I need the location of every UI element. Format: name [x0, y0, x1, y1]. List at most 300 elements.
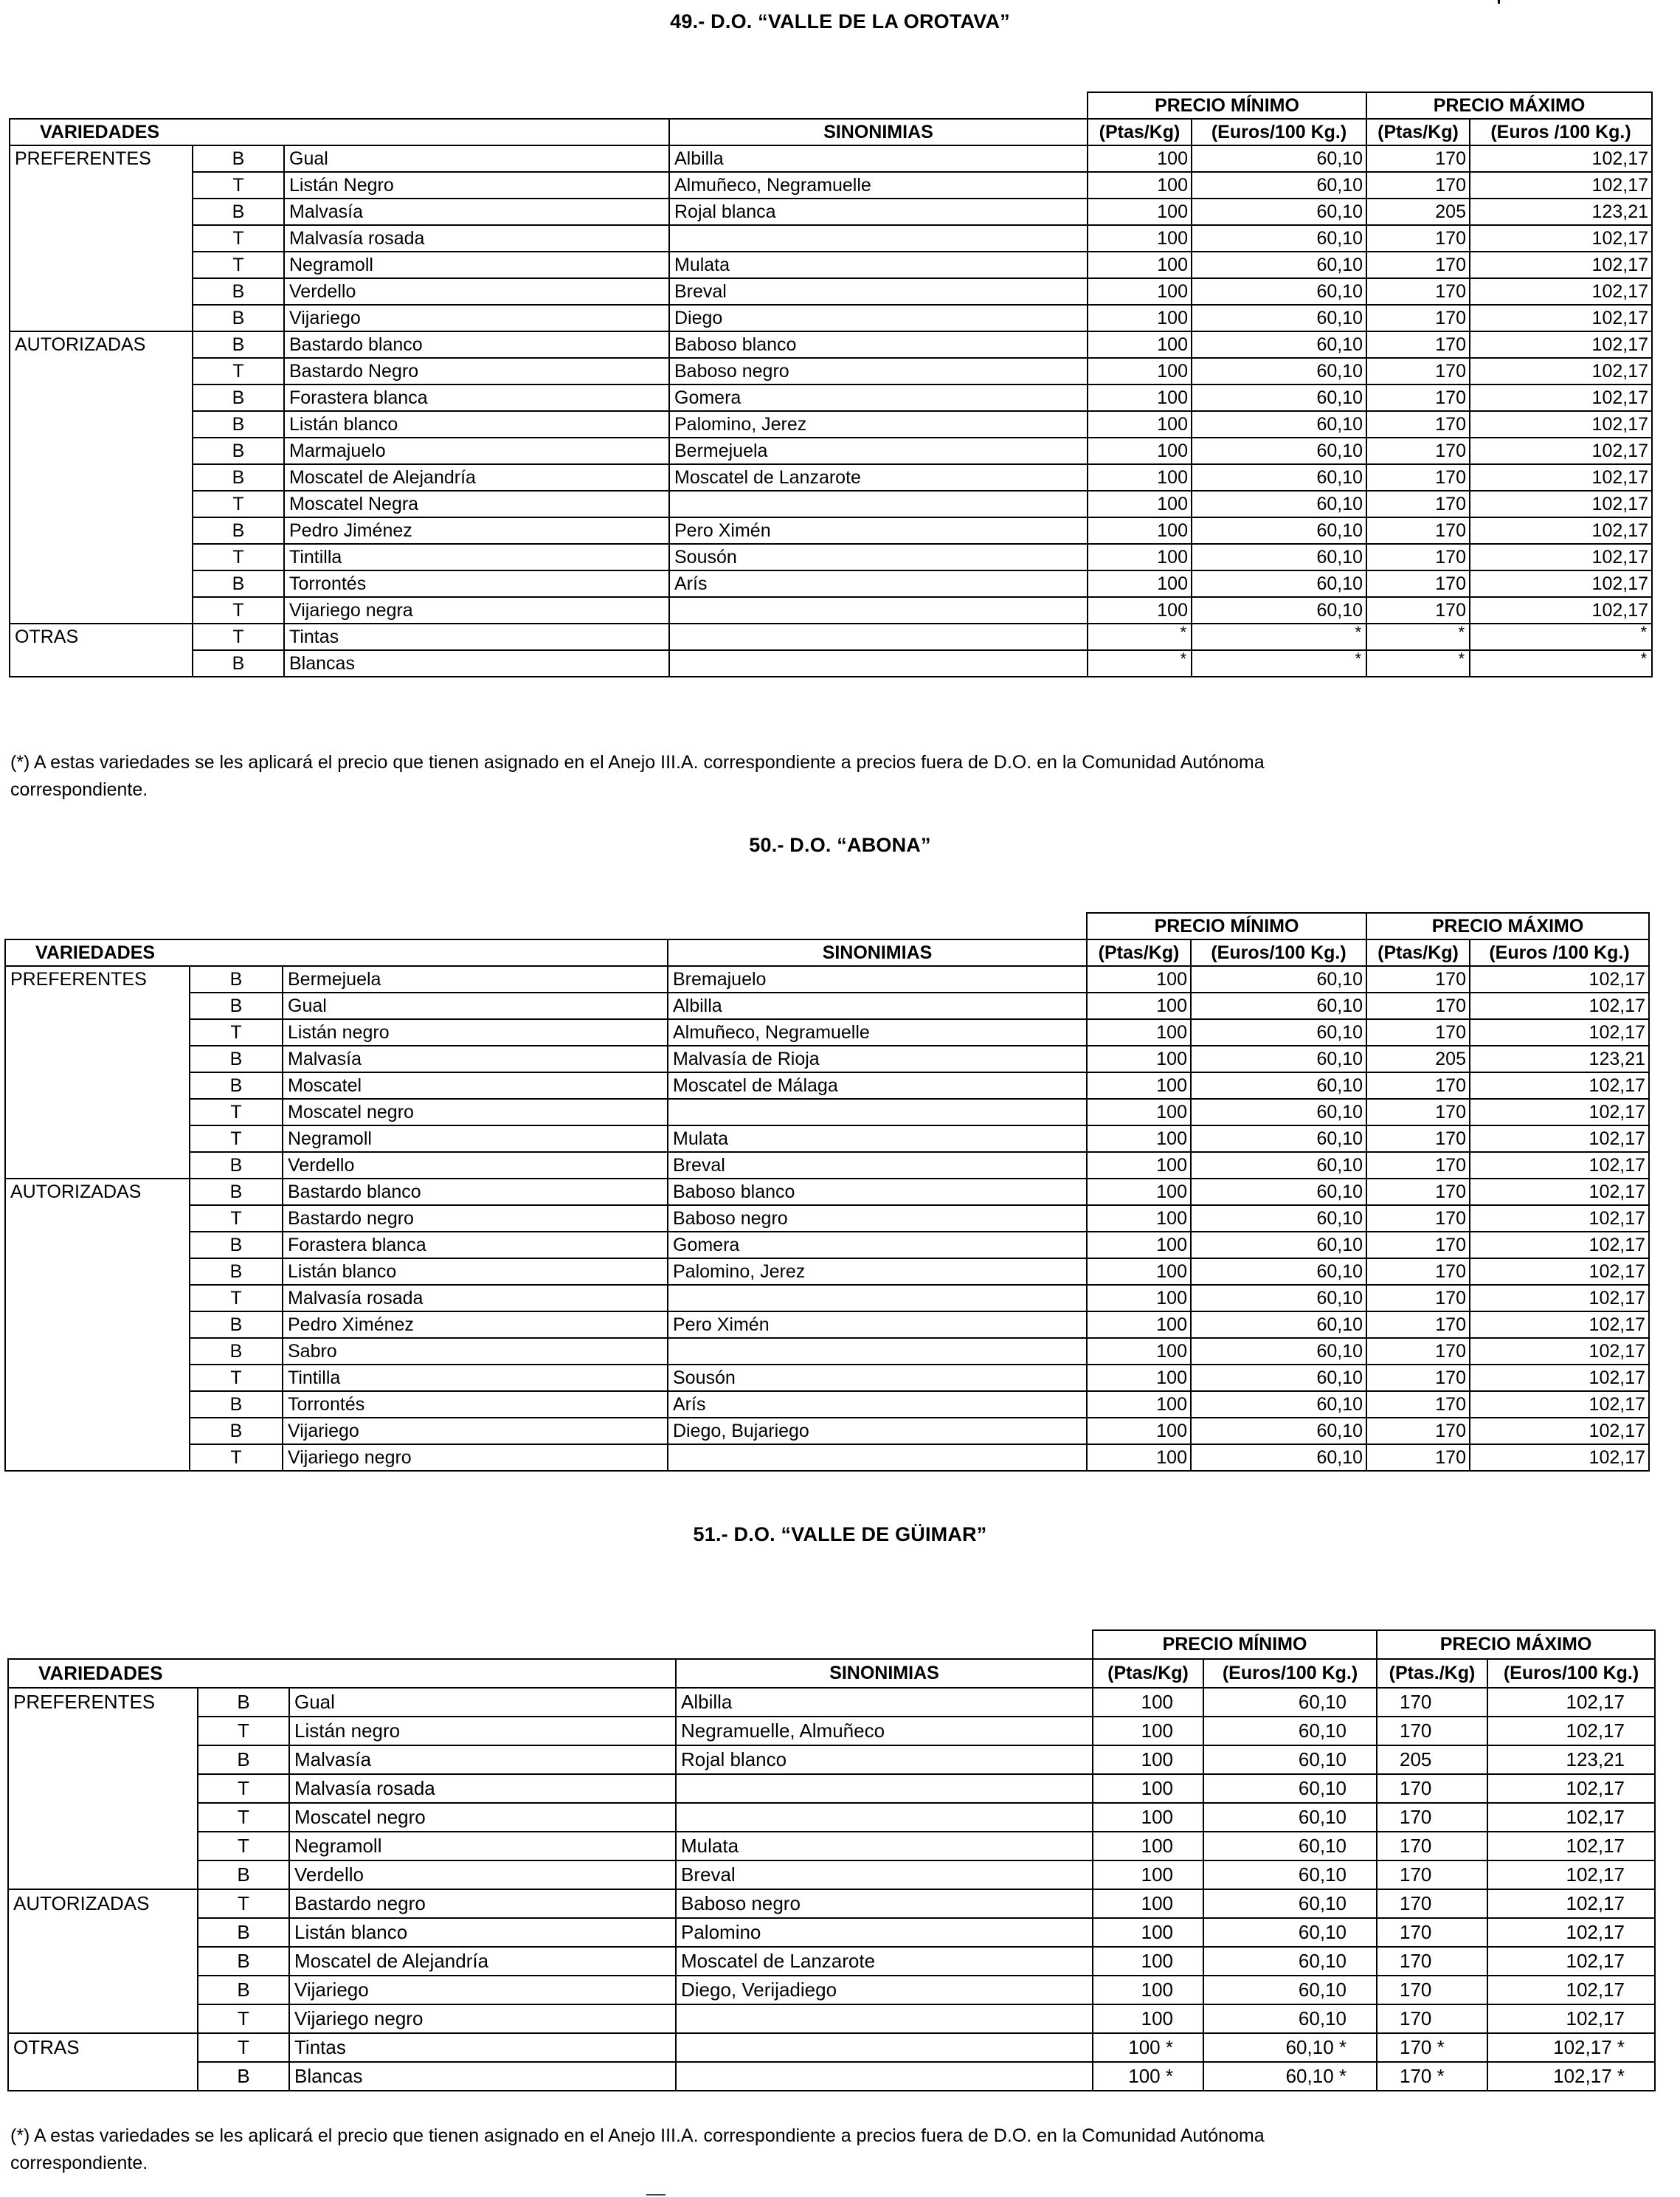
max-euros-cell: *: [1470, 650, 1652, 677]
variety-cell: Tintas: [284, 624, 669, 650]
variety-cell: Listán blanco: [289, 1918, 676, 1947]
header-row-price-groups: [8, 1630, 1655, 1659]
table-row: [10, 517, 1652, 544]
synonym-cell: Albilla: [669, 145, 1088, 172]
max-ptas-cell: 170: [1366, 145, 1470, 172]
max-ptas-cell: 170: [1377, 1947, 1487, 1976]
color-code-cell: T: [190, 1444, 283, 1471]
min-euros-cell: 60,10: [1192, 491, 1366, 517]
max-euros-cell: 102,17 *: [1487, 2062, 1655, 2091]
min-euros-cell: *: [1192, 624, 1366, 650]
synonym-cell: Arís: [668, 1391, 1087, 1418]
synonym-cell: [676, 2062, 1093, 2091]
max-euros-cell: 102,17: [1470, 544, 1652, 570]
header-row-price-groups: [10, 92, 1652, 119]
synonym-cell: Baboso blanco: [668, 1179, 1087, 1205]
header-max-euros: (Euros/100 Kg.): [1487, 1659, 1655, 1688]
max-euros-cell: 102,17: [1470, 1365, 1649, 1391]
min-euros-cell: 60,10: [1192, 438, 1366, 464]
min-euros-cell: 60,10: [1192, 411, 1366, 438]
synonym-cell: Pero Ximén: [668, 1311, 1087, 1338]
max-euros-cell: 102,17: [1487, 1918, 1655, 1947]
table-row: [10, 597, 1652, 624]
synonym-cell: Gomera: [669, 384, 1088, 411]
max-euros-cell: 102,17: [1470, 411, 1652, 438]
min-euros-cell: 60,10: [1191, 1152, 1366, 1179]
min-ptas-cell: 100: [1093, 1688, 1203, 1717]
min-ptas-cell: 100: [1088, 544, 1192, 570]
min-euros-cell: 60,10: [1192, 358, 1366, 384]
header-precio-minimo: PRECIO MÍNIMO: [1093, 1630, 1377, 1659]
min-euros-cell: 60,10: [1203, 1803, 1377, 1832]
max-ptas-cell: 170: [1366, 1418, 1470, 1444]
table-row: [10, 624, 1652, 650]
variety-cell: Bastardo Negro: [284, 358, 669, 384]
max-euros-cell: 102,17: [1470, 1179, 1649, 1205]
table-row: [5, 1365, 1649, 1391]
synonym-cell: Rojal blanco: [676, 1745, 1093, 1774]
min-ptas-cell: 100: [1088, 305, 1192, 331]
header-min-euros: (Euros/100 Kg.): [1192, 119, 1366, 145]
category-cell: PREFERENTES: [8, 1688, 198, 1889]
color-code-cell: B: [190, 966, 283, 993]
min-ptas-cell: 100: [1093, 1745, 1203, 1774]
variety-cell: Tintilla: [284, 544, 669, 570]
min-ptas-cell: 100: [1088, 172, 1192, 199]
max-ptas-cell: 170: [1377, 1717, 1487, 1745]
max-ptas-cell: 170: [1366, 570, 1470, 597]
min-ptas-cell: 100: [1087, 1205, 1191, 1232]
synonym-cell: [676, 1803, 1093, 1832]
variety-cell: Vijariego: [284, 305, 669, 331]
max-euros-cell: 102,17: [1470, 278, 1652, 305]
max-ptas-cell: 170: [1366, 1232, 1470, 1258]
color-code-cell: B: [193, 464, 284, 491]
footnote-line-1: (*) A estas variedades se les aplicará el precio que tienen asignado en el Anejo III.A. correspondiente a precios fuera de D.O. en la Comunidad Autónoma: [10, 2125, 1265, 2146]
max-euros-cell: 102,17: [1470, 1232, 1649, 1258]
table-row: [8, 1717, 1655, 1745]
variety-cell: Moscatel negro: [283, 1099, 668, 1125]
color-code-cell: B: [193, 411, 284, 438]
color-code-cell: T: [198, 1774, 289, 1803]
max-euros-cell: 102,17: [1487, 1832, 1655, 1860]
header-variedades: VARIEDADES: [5, 939, 668, 966]
variety-cell: Sabro: [283, 1338, 668, 1365]
synonym-cell: Mulata: [669, 252, 1088, 278]
color-code-cell: B: [198, 1860, 289, 1889]
max-ptas-cell: 170: [1366, 544, 1470, 570]
max-ptas-cell: 170: [1366, 1285, 1470, 1311]
min-euros-cell: 60,10: [1192, 544, 1366, 570]
table-row: [10, 544, 1652, 570]
synonym-cell: Palomino: [676, 1918, 1093, 1947]
synonym-cell: [668, 1338, 1087, 1365]
synonym-cell: Sousón: [669, 544, 1088, 570]
category-cell: AUTORIZADAS: [10, 331, 193, 624]
category-cell: OTRAS: [8, 2033, 198, 2091]
color-code-cell: T: [198, 1889, 289, 1918]
color-code-cell: T: [193, 252, 284, 278]
min-ptas-cell: 100 *: [1093, 2033, 1203, 2062]
min-euros-cell: 60,10: [1191, 1418, 1366, 1444]
max-ptas-cell: 170: [1366, 1205, 1470, 1232]
table-row: [8, 1688, 1655, 1717]
color-code-cell: B: [193, 570, 284, 597]
max-euros-cell: 102,17: [1470, 1258, 1649, 1285]
min-ptas-cell: 100: [1088, 491, 1192, 517]
color-code-cell: T: [193, 491, 284, 517]
color-code-cell: B: [190, 1311, 283, 1338]
min-euros-cell: 60,10: [1191, 966, 1366, 993]
min-euros-cell: 60,10: [1203, 1947, 1377, 1976]
variety-cell: Vijariego: [283, 1418, 668, 1444]
variety-cell: Moscatel Negra: [284, 491, 669, 517]
max-euros-cell: 102,17: [1470, 438, 1652, 464]
min-euros-cell: 60,10: [1191, 1258, 1366, 1285]
page-mark: [1498, 0, 1500, 4]
min-ptas-cell: 100: [1087, 966, 1191, 993]
min-ptas-cell: 100: [1087, 1258, 1191, 1285]
table-row: [10, 278, 1652, 305]
table-row: [5, 1072, 1649, 1099]
min-euros-cell: 60,10: [1192, 384, 1366, 411]
table-row: [5, 1019, 1649, 1046]
min-ptas-cell: 100: [1087, 1099, 1191, 1125]
header-precio-maximo: PRECIO MÁXIMO: [1366, 913, 1649, 939]
table-row: [10, 199, 1652, 225]
min-ptas-cell: 100: [1093, 1918, 1203, 1947]
min-euros-cell: 60,10 *: [1203, 2062, 1377, 2091]
max-ptas-cell: 170: [1377, 1688, 1487, 1717]
max-ptas-cell: 170: [1366, 252, 1470, 278]
max-euros-cell: 102,17: [1470, 358, 1652, 384]
variety-cell: Vijariego: [289, 1976, 676, 2004]
min-ptas-cell: 100: [1088, 464, 1192, 491]
max-ptas-cell: 170: [1377, 2004, 1487, 2033]
color-code-cell: B: [193, 650, 284, 677]
min-euros-cell: 60,10: [1192, 331, 1366, 358]
max-euros-cell: 102,17: [1487, 1717, 1655, 1745]
variety-cell: Blancas: [284, 650, 669, 677]
max-euros-cell: 102,17: [1470, 145, 1652, 172]
max-euros-cell: 102,17: [1470, 1391, 1649, 1418]
max-ptas-cell: 170: [1366, 1125, 1470, 1152]
color-code-cell: T: [198, 2004, 289, 2033]
min-euros-cell: 60,10: [1191, 1338, 1366, 1365]
max-ptas-cell: 170: [1366, 1338, 1470, 1365]
table-row: [10, 358, 1652, 384]
table-row: [5, 1205, 1649, 1232]
table-row: [8, 2004, 1655, 2033]
max-euros-cell: 102,17: [1470, 1311, 1649, 1338]
variety-cell: Bastardo blanco: [284, 331, 669, 358]
max-ptas-cell: 170: [1366, 1365, 1470, 1391]
max-ptas-cell: 170: [1366, 172, 1470, 199]
color-code-cell: B: [198, 1688, 289, 1717]
variety-cell: Malvasía rosada: [283, 1285, 668, 1311]
min-euros-cell: 60,10: [1192, 570, 1366, 597]
min-euros-cell: 60,10: [1191, 1019, 1366, 1046]
synonym-cell: Baboso negro: [676, 1889, 1093, 1918]
min-ptas-cell: 100: [1087, 1019, 1191, 1046]
table-row: [10, 464, 1652, 491]
synonym-cell: Pero Ximén: [669, 517, 1088, 544]
max-euros-cell: 102,17: [1470, 966, 1649, 993]
color-code-cell: T: [190, 1205, 283, 1232]
variety-cell: Vijariego negra: [284, 597, 669, 624]
color-code-cell: B: [190, 1418, 283, 1444]
header-row-columns: [8, 1659, 1655, 1688]
min-euros-cell: 60,10: [1203, 1688, 1377, 1717]
max-euros-cell: 102,17: [1470, 1125, 1649, 1152]
max-euros-cell: 102,17: [1470, 1205, 1649, 1232]
synonym-cell: Almuñeco, Negramuelle: [669, 172, 1088, 199]
max-euros-cell: 123,21: [1487, 1745, 1655, 1774]
header-precio-maximo: PRECIO MÁXIMO: [1377, 1630, 1655, 1659]
min-euros-cell: 60,10: [1192, 145, 1366, 172]
min-euros-cell: 60,10: [1192, 517, 1366, 544]
max-euros-cell: 102,17: [1470, 1444, 1649, 1471]
min-ptas-cell: 100: [1087, 1232, 1191, 1258]
synonym-cell: [676, 2033, 1093, 2062]
max-ptas-cell: 170: [1366, 1072, 1470, 1099]
max-ptas-cell: 170: [1366, 1444, 1470, 1471]
synonym-cell: Breval: [668, 1152, 1087, 1179]
max-ptas-cell: 170: [1366, 384, 1470, 411]
synonym-cell: Negramuelle, Almuñeco: [676, 1717, 1093, 1745]
min-euros-cell: 60,10: [1191, 1125, 1366, 1152]
synonym-cell: Moscatel de Málaga: [668, 1072, 1087, 1099]
synonym-cell: Sousón: [668, 1365, 1087, 1391]
table-body: [5, 913, 1649, 1471]
synonym-cell: Moscatel de Lanzarote: [676, 1947, 1093, 1976]
max-euros-cell: 102,17: [1470, 464, 1652, 491]
variety-cell: Pedro Jiménez: [284, 517, 669, 544]
table-row: [5, 1258, 1649, 1285]
header-sinonimias: SINONIMIAS: [668, 939, 1087, 966]
min-ptas-cell: 100: [1087, 1444, 1191, 1471]
min-ptas-cell: 100: [1093, 2004, 1203, 2033]
min-ptas-cell: 100: [1088, 384, 1192, 411]
table-row: [5, 966, 1649, 993]
variety-cell: Listán blanco: [283, 1258, 668, 1285]
variety-cell: Tintas: [289, 2033, 676, 2062]
max-ptas-cell: 170: [1366, 358, 1470, 384]
synonym-cell: Albilla: [676, 1688, 1093, 1717]
min-euros-cell: 60,10: [1191, 1444, 1366, 1471]
max-ptas-cell: 205: [1366, 199, 1470, 225]
header-variedades: VARIEDADES: [8, 1659, 676, 1688]
max-euros-cell: 102,17: [1487, 1803, 1655, 1832]
variety-cell: Moscatel negro: [289, 1803, 676, 1832]
color-code-cell: T: [190, 1365, 283, 1391]
min-ptas-cell: 100: [1093, 1889, 1203, 1918]
color-code-cell: B: [198, 1918, 289, 1947]
footnote-orotava: [10, 749, 1670, 804]
table-row: [10, 305, 1652, 331]
variety-cell: Bastardo blanco: [283, 1179, 668, 1205]
color-code-cell: T: [190, 1099, 283, 1125]
table-row: [8, 1976, 1655, 2004]
max-ptas-cell: 170: [1366, 1099, 1470, 1125]
color-code-cell: B: [198, 2062, 289, 2091]
min-euros-cell: 60,10: [1191, 1391, 1366, 1418]
max-euros-cell: 123,21: [1470, 1046, 1649, 1072]
max-ptas-cell: 170: [1377, 1774, 1487, 1803]
synonym-cell: [668, 1099, 1087, 1125]
color-code-cell: B: [193, 438, 284, 464]
synonym-cell: [669, 225, 1088, 252]
variety-cell: Tintilla: [283, 1365, 668, 1391]
header-max-ptas: (Ptas/Kg): [1366, 119, 1470, 145]
color-code-cell: T: [193, 544, 284, 570]
max-ptas-cell: 170: [1377, 1860, 1487, 1889]
max-euros-cell: 102,17: [1487, 2004, 1655, 2033]
synonym-cell: Diego, Bujariego: [668, 1418, 1087, 1444]
min-euros-cell: 60,10: [1191, 1365, 1366, 1391]
table-row: [10, 172, 1652, 199]
table-row: [10, 145, 1652, 172]
min-ptas-cell: 100: [1087, 1179, 1191, 1205]
color-code-cell: T: [198, 2033, 289, 2062]
max-ptas-cell: 170: [1366, 966, 1470, 993]
min-euros-cell: 60,10: [1203, 1976, 1377, 2004]
header-max-ptas: (Ptas/Kg): [1366, 939, 1470, 966]
color-code-cell: T: [198, 1717, 289, 1745]
table-row: [10, 438, 1652, 464]
header-min-ptas: (Ptas/Kg): [1087, 939, 1191, 966]
header-max-ptas: (Ptas./Kg): [1377, 1659, 1487, 1688]
table-row: [8, 1774, 1655, 1803]
min-ptas-cell: 100: [1093, 1947, 1203, 1976]
max-euros-cell: 102,17: [1487, 1774, 1655, 1803]
min-euros-cell: 60,10: [1191, 1205, 1366, 1232]
max-euros-cell: 102,17: [1470, 1152, 1649, 1179]
table-row: [8, 2033, 1655, 2062]
section-title-orotava: 49.- D.O. “VALLE DE LA OROTAVA”: [670, 10, 1010, 32]
header-min-ptas: (Ptas/Kg): [1093, 1659, 1203, 1688]
synonym-cell: Palomino, Jerez: [668, 1258, 1087, 1285]
min-euros-cell: 60,10: [1191, 1072, 1366, 1099]
color-code-cell: B: [190, 993, 283, 1019]
min-euros-cell: 60,10: [1191, 1179, 1366, 1205]
max-ptas-cell: 170: [1366, 993, 1470, 1019]
color-code-cell: B: [193, 331, 284, 358]
table-orotava: [9, 92, 1653, 677]
synonym-cell: Breval: [669, 278, 1088, 305]
table-abona: [4, 912, 1650, 1472]
color-code-cell: T: [190, 1285, 283, 1311]
min-ptas-cell: 100: [1087, 1391, 1191, 1418]
max-euros-cell: 102,17: [1470, 1418, 1649, 1444]
color-code-cell: B: [193, 199, 284, 225]
footnote-line-2: correspondiente.: [10, 2153, 148, 2173]
min-euros-cell: 60,10: [1192, 278, 1366, 305]
min-ptas-cell: 100: [1088, 570, 1192, 597]
variety-cell: Marmajuelo: [284, 438, 669, 464]
variety-cell: Negramoll: [284, 252, 669, 278]
synonym-cell: Bremajuelo: [668, 966, 1087, 993]
synonym-cell: Gomera: [668, 1232, 1087, 1258]
category-cell: PREFERENTES: [10, 145, 193, 331]
synonym-cell: Albilla: [668, 993, 1087, 1019]
max-euros-cell: 102,17: [1470, 993, 1649, 1019]
category-cell: PREFERENTES: [5, 966, 190, 1179]
min-euros-cell: *: [1192, 650, 1366, 677]
variety-cell: Blancas: [289, 2062, 676, 2091]
table-body: [8, 1630, 1655, 2091]
table-row: [10, 491, 1652, 517]
table-row: [5, 1418, 1649, 1444]
table-row: [8, 1889, 1655, 1918]
min-ptas-cell: 100: [1093, 1803, 1203, 1832]
min-ptas-cell: 100: [1093, 1976, 1203, 2004]
variety-cell: Vijariego negro: [289, 2004, 676, 2033]
variety-cell: Malvasía rosada: [289, 1774, 676, 1803]
table-row: [10, 570, 1652, 597]
max-euros-cell: 102,17: [1470, 570, 1652, 597]
color-code-cell: T: [193, 358, 284, 384]
variety-cell: Gual: [283, 993, 668, 1019]
max-ptas-cell: 170: [1366, 438, 1470, 464]
variety-cell: Malvasía rosada: [284, 225, 669, 252]
table-guimar: [7, 1629, 1656, 2091]
color-code-cell: T: [198, 1803, 289, 1832]
max-euros-cell: 102,17: [1470, 597, 1652, 624]
color-code-cell: B: [190, 1072, 283, 1099]
table-body: [10, 92, 1652, 677]
variety-cell: Verdello: [289, 1860, 676, 1889]
header-spacer: [5, 913, 1087, 939]
max-ptas-cell: 170 *: [1377, 2062, 1487, 2091]
table-row: [5, 1125, 1649, 1152]
max-ptas-cell: 170: [1366, 1258, 1470, 1285]
variety-cell: Malvasía: [283, 1046, 668, 1072]
synonym-cell: [668, 1444, 1087, 1471]
min-euros-cell: 60,10: [1192, 225, 1366, 252]
min-ptas-cell: 100: [1087, 1152, 1191, 1179]
synonym-cell: Baboso negro: [669, 358, 1088, 384]
min-euros-cell: 60,10: [1203, 2004, 1377, 2033]
color-code-cell: T: [198, 1832, 289, 1860]
variety-cell: Negramoll: [289, 1832, 676, 1860]
table-row: [5, 1338, 1649, 1365]
color-code-cell: T: [193, 597, 284, 624]
min-euros-cell: 60,10: [1191, 1046, 1366, 1072]
min-ptas-cell: *: [1088, 650, 1192, 677]
variety-cell: Malvasía: [284, 199, 669, 225]
color-code-cell: B: [198, 1947, 289, 1976]
synonym-cell: Diego, Verijadiego: [676, 1976, 1093, 2004]
color-code-cell: B: [193, 305, 284, 331]
max-euros-cell: 102,17: [1470, 1099, 1649, 1125]
color-code-cell: B: [190, 1046, 283, 1072]
color-code-cell: B: [190, 1152, 283, 1179]
color-code-cell: B: [193, 278, 284, 305]
color-code-cell: T: [190, 1125, 283, 1152]
min-euros-cell: 60,10: [1203, 1717, 1377, 1745]
variety-cell: Torrontés: [284, 570, 669, 597]
max-euros-cell: 102,17: [1470, 1285, 1649, 1311]
min-euros-cell: 60,10: [1203, 1918, 1377, 1947]
table-row: [8, 1918, 1655, 1947]
max-ptas-cell: 170: [1366, 597, 1470, 624]
variety-cell: Forastera blanca: [284, 384, 669, 411]
synonym-cell: [668, 1285, 1087, 1311]
header-row-columns: [10, 119, 1652, 145]
min-euros-cell: 60,10: [1191, 1311, 1366, 1338]
header-spacer: [10, 92, 1088, 119]
